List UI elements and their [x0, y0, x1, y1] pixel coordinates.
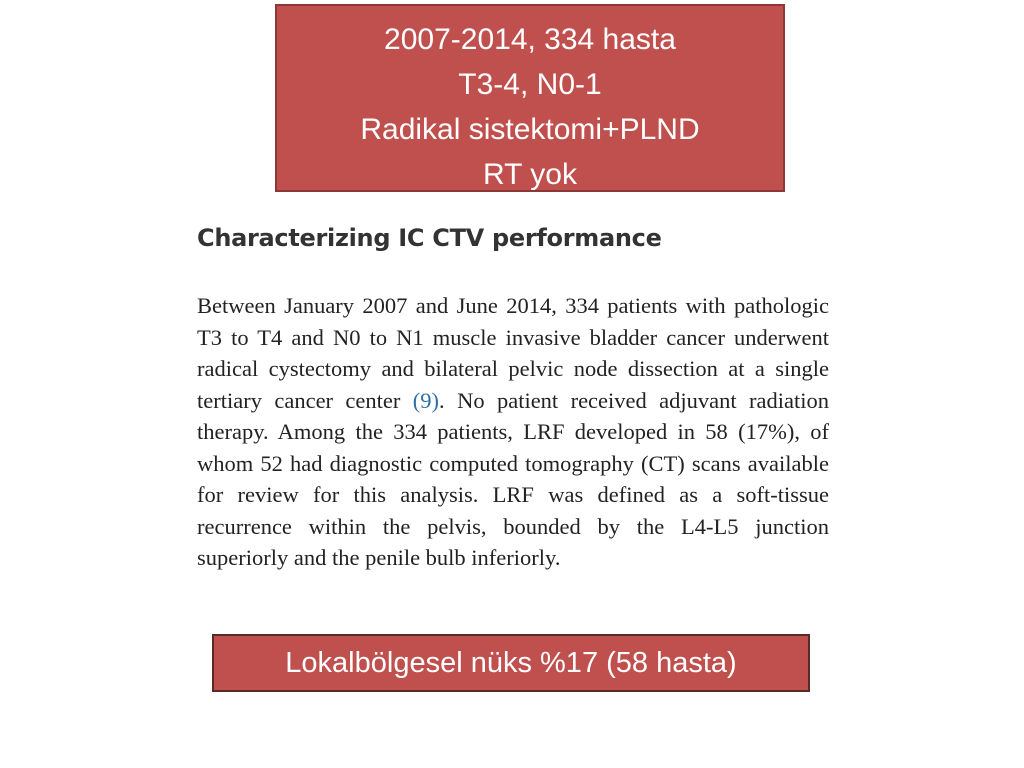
header-line-stage: T3-4, N0-1 [458, 68, 602, 101]
header-line-period: 2007-2014, 334 hasta [384, 23, 676, 56]
citation-link[interactable]: (9) [412, 387, 440, 413]
excerpt-text-end: . No patient received adjuvant radiation therapy. Among the 334 patients, LRF developed in 58 (17%), of whom 52 had diagnostic computed tomography (CT) scans available for review for this analysis. LRF was defined as a soft-tissue recurrence within the pelvis, bounded by the L4-L5 junction superiorly and the penile bulb inferiorly. [197, 387, 829, 570]
recurrence-summary-box [212, 634, 810, 692]
excerpt-heading: Characterizing IC CTV performance [197, 224, 662, 252]
paper-excerpt [197, 224, 829, 574]
recurrence-summary-text: Lokalbölgesel nüks %17 (58 hasta) [285, 647, 737, 679]
header-line-radiotherapy: RT yok [483, 158, 577, 191]
excerpt-paragraph [197, 290, 829, 574]
header-line-surgery: Radikal sistektomi+PLND [360, 113, 700, 146]
summary-header-box [275, 4, 785, 192]
excerpt-text-start: Between January 2007 and June 2014, 334 patients with pathologic T3 to T4 and N0 to N1 muscle invasive bladder cancer underwent radical cystectomy and bilateral pelvic node dissection at a single tertiary cancer center [197, 293, 829, 413]
